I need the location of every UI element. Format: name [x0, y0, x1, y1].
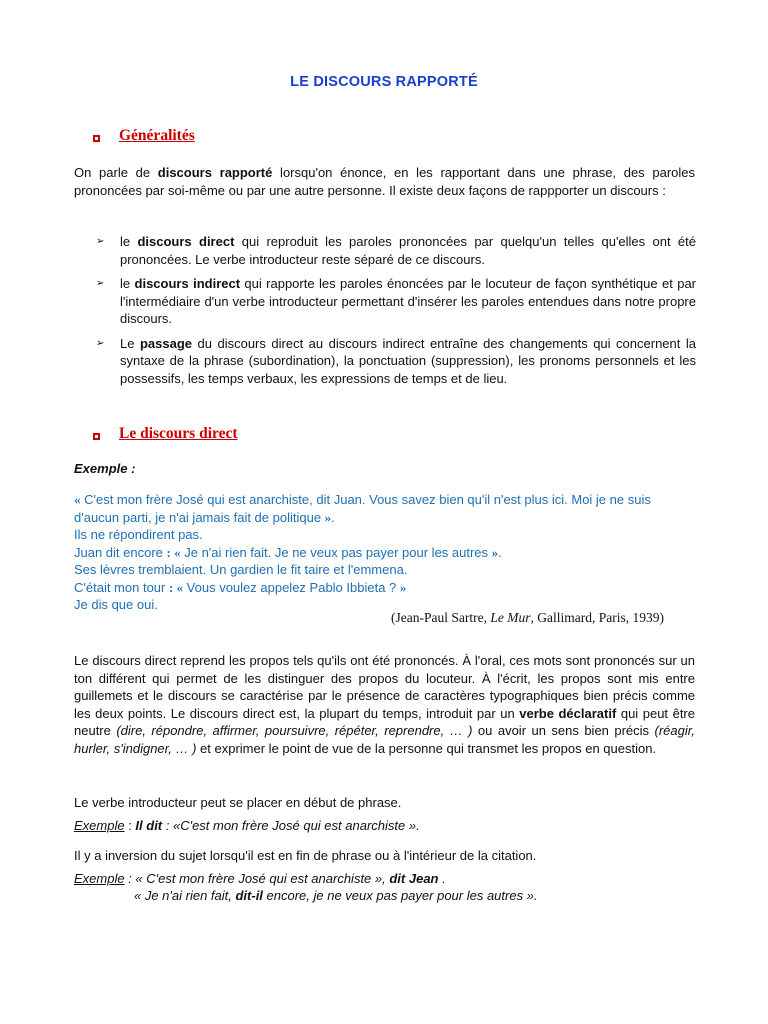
- quote-line: Ses lèvres tremblaient. Un gardien le fit taire et l'emmena.: [74, 562, 408, 577]
- explanation-paragraph: [74, 652, 695, 757]
- example-line: [74, 870, 446, 888]
- bold-term: discours indirect: [134, 276, 241, 291]
- text-run: (Jean-Paul Sartre,: [391, 610, 491, 625]
- text-run: C'est mon frère José qui est anarchiste, dit Juan. Vous savez bien qu'il n'est plus ici. Moi je ne suis d'aucun parti, je n'ai jamais fait de politique: [74, 492, 651, 525]
- bold-verb: dit-il: [235, 888, 263, 903]
- list-item: [96, 233, 696, 268]
- guillemet: : «: [166, 544, 181, 560]
- list-item: [96, 275, 696, 328]
- italic-quote: « Je n'ai rien fait,: [134, 888, 236, 903]
- text-run: On parle de: [74, 165, 158, 180]
- text-run: :: [124, 818, 136, 833]
- guillemet: : «: [168, 579, 184, 595]
- text-run: le: [120, 276, 135, 291]
- text-run: qui reproduit les paroles prononcées par quelqu'un telles qu'elles ont été prononcées. Le verbe introducteur reste séparé de ce discours.: [120, 234, 696, 267]
- arrow-bullet-icon: ➢: [96, 236, 105, 247]
- text-run: qui peut être neutre: [74, 705, 695, 738]
- definition-list: [96, 233, 696, 387]
- section-title: Généralités: [119, 127, 195, 144]
- italic-quote: : «C'est mon frère José qui est anarchiste ».: [162, 818, 420, 833]
- italic-quote: .: [438, 871, 446, 886]
- square-bullet-icon: [93, 135, 100, 142]
- quote-line: Je dis que oui.: [74, 597, 158, 612]
- arrow-bullet-icon: ➢: [96, 278, 105, 289]
- text-run: Juan dit encore: [74, 544, 167, 560]
- text-run: qui rapporte les paroles énoncées par le locuteur de façon synthétique et par l'intermédiaire d'un verbe introducteur permettant d'insérer les paroles entendues dans notre propre discours.: [120, 276, 697, 326]
- quote-line: Ils ne répondirent pas.: [74, 527, 203, 542]
- example-line: [134, 887, 538, 905]
- text-run: le: [120, 234, 138, 249]
- example-label: Exemple :: [74, 461, 136, 476]
- quote-line: [74, 491, 694, 526]
- text-run: Le: [120, 335, 140, 351]
- quote-line: [74, 579, 694, 597]
- arrow-bullet-icon: ➢: [96, 337, 105, 349]
- section-heading-discours-direct: [93, 425, 238, 443]
- text-run: Vous voulez appelez Pablo Ibbieta ?: [183, 579, 400, 595]
- quotation-block: [74, 491, 694, 614]
- bold-term: passage: [139, 335, 193, 351]
- section-title: Le discours direct: [119, 425, 238, 442]
- bold-term: discours direct: [137, 234, 235, 249]
- list-item: [96, 335, 696, 388]
- book-title: Le Mur: [490, 610, 531, 625]
- text-run: du discours direct au discours indirect entraîne des changements qui concernent la syntaxe de la phrase (subordination), la ponctuation (suppression), les pronoms personnels et les possessifs, les temps verbaux, les expressions de temps et de lieu.: [120, 335, 696, 386]
- verb-position-note: Le verbe introducteur peut se placer en début de phrase.: [74, 795, 402, 810]
- text-run: et exprimer le point de vue de la personne qui transmet les propos en question.: [196, 740, 657, 756]
- text-run: , Gallimard, Paris, 1939): [530, 610, 664, 625]
- bold-term: verbe déclaratif: [519, 705, 617, 721]
- text-run: Le discours direct reprend les propos tels qu'ils ont été prononcés. À l'oral, ces mots sont prononcés sur un ton différent qui permet de les distinguer des propos du locuteur. À l'écrit, les propos sont mis entre guillemets et le discours se caractérise par le présence de caractères typographiques bien précis comme les deux points. Le discours direct est, la plupart du temps, introduit par un: [74, 653, 695, 721]
- guillemet: »: [324, 509, 332, 525]
- example-tag: Exemple: [74, 818, 125, 833]
- text-run: Je n'ai rien fait. Je ne veux pas payer pour les autres: [180, 544, 492, 560]
- citation-source: [391, 610, 664, 626]
- inversion-note: Il y a inversion du sujet lorsqu'il est en fin de phrase ou à l'intérieur de la citation.: [74, 848, 537, 863]
- text-run: lorsqu'on énonce, en les rapportant dans une phrase, des paroles prononcées par soi-même ou par une autre personne. Il existe deux façons de rappporter un discours :: [74, 165, 695, 198]
- text-run: .: [498, 544, 502, 560]
- section-heading-generalites: [93, 127, 195, 145]
- bold-term: discours rapporté: [157, 165, 273, 180]
- bold-verb: Il dit: [135, 818, 163, 833]
- text-run: .: [331, 509, 335, 525]
- page-title: LE DISCOURS RAPPORTÉ: [290, 74, 478, 90]
- italic-quote: encore, je ne veux pas payer pour les autres ».: [262, 888, 538, 903]
- square-bullet-icon: [93, 433, 100, 440]
- text-run: ou avoir un sens bien précis: [472, 723, 655, 738]
- italic-quote: : « C'est mon frère José qui est anarchiste »,: [124, 871, 390, 886]
- text-run: C'était mon tour: [74, 579, 169, 595]
- guillemet: »: [491, 544, 499, 560]
- bold-verb: dit Jean: [389, 871, 439, 886]
- example-line: [74, 817, 420, 835]
- intro-paragraph: [74, 164, 695, 199]
- italic-examples: (réagir, hurler, s'indigner, … ): [74, 723, 695, 756]
- quote-line: [74, 544, 694, 562]
- italic-examples: (dire, répondre, affirmer, poursuivre, répéter, reprendre, … ): [116, 723, 473, 738]
- guillemet: «: [74, 492, 81, 507]
- guillemet: »: [399, 579, 407, 595]
- example-tag: Exemple: [74, 871, 125, 886]
